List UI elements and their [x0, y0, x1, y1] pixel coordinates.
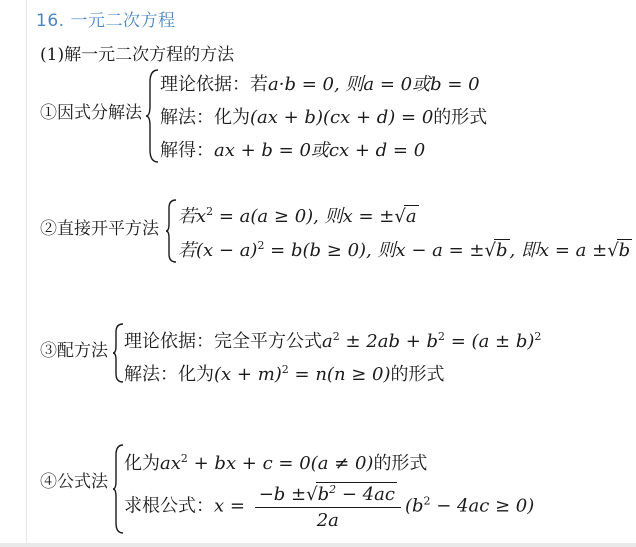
square-root-line2-c: , 即x = a ±: [509, 240, 608, 261]
completing-square-method-suffix: 的形式: [390, 364, 445, 385]
completing-square-theory-prefix: 理论依据：完全平方公式: [124, 331, 322, 352]
method-label-factoring: ①因式分解法: [40, 103, 142, 123]
factoring-method-line: [160, 103, 487, 129]
numerator-radicand-a: b: [317, 484, 330, 505]
formula-standard-form-line: 化为$ax^2$ + bx + c = 0(a ≠ 0)的形式: [124, 452, 428, 474]
factoring-theory-prefix: 理论依据：若: [160, 74, 268, 95]
brace-square-root: [166, 198, 178, 264]
method-label-square-root: ②直接开平方法: [40, 219, 159, 239]
factoring-solution-prefix: 解得：: [160, 140, 214, 161]
square-root-line1-a: 若x: [178, 206, 207, 227]
factoring-solution-line: [160, 136, 425, 162]
numerator-prefix: −b ±: [258, 484, 307, 505]
section-subtitle: (1)解一元二次方程的方法: [40, 45, 235, 65]
section-title: 16. 一元二次方程: [36, 11, 176, 31]
completing-square-method-b: = n(n ≥ 0): [288, 364, 391, 385]
completing-square-method-prefix: 解法：化为: [124, 364, 214, 385]
discriminant-condition-a: (b: [404, 495, 424, 517]
completing-square-theory-b: ± 2ab + b: [339, 331, 439, 352]
method-label-completing-square: ③配方法: [40, 341, 108, 361]
formula-standard-a: ax: [160, 453, 181, 474]
completing-square-method-line: 解法：化为$(x + m)^2 = n(n \ge 0)$的形式: [124, 363, 445, 385]
margin-line: [26, 0, 27, 547]
factoring-solution-math: ax + b = 0或cx + d = 0: [214, 140, 426, 161]
formula-standard-b: + bx + c = 0(a ≠ 0): [187, 453, 374, 474]
square-root-radicand-3: b: [618, 240, 631, 261]
bottom-strip: [0, 543, 636, 547]
quadratic-formula-denominator: 2a: [316, 510, 339, 531]
formula-root-x: x =: [214, 495, 245, 517]
completing-square-theory-c: = (a ± b): [445, 331, 535, 352]
factoring-theory-line: [160, 70, 480, 96]
square-root-line2-b: = b(b ≥ 0), 则x − a = ±: [264, 240, 485, 261]
completing-square-theory-a: a: [322, 331, 333, 352]
completing-square-theory-line: 理论依据：完全平方公式$a^2 \pm 2ab + b^2 = (a \pm b)^2$: [124, 330, 542, 352]
formula-root-prefix: 求根公式：: [124, 495, 214, 517]
quadratic-formula-fraction: [255, 482, 401, 531]
formula-standard-suffix: 的形式: [373, 453, 428, 474]
factoring-method-suffix: 的形式: [433, 107, 488, 128]
method-label-formula: ④公式法: [40, 472, 108, 492]
factoring-method-math: (ax + b)(cx + d) = 0: [250, 107, 434, 128]
completing-square-method-a: (x + m): [214, 364, 282, 385]
square-root-radicand-2: b: [496, 240, 508, 261]
square-root-line-2: 若$(x - a)^2 = b(b \ge 0)$, 则x − a = ±√b , 即x = a ±√b: [178, 239, 631, 261]
numerator-radicand-b: − 4ac: [336, 484, 395, 505]
discriminant-condition-b: − 4ac ≥ 0): [430, 495, 535, 517]
square-root-radicand-1: a: [405, 206, 417, 227]
quadratic-formula-numerator: $-b \pm√b^2 - 4ac$: [255, 482, 401, 508]
factoring-theory-math: a·b = 0, 则a = 0或b = 0: [268, 74, 480, 95]
square-root-line-1: 若$x^2 = a(a \ge 0)$, 则x = ±√a: [178, 205, 417, 227]
brace-factoring: [146, 68, 160, 164]
square-root-line1-b: = a(a ≥ 0), 则x = ±: [213, 206, 395, 227]
formula-standard-prefix: 化为: [124, 453, 160, 474]
square-root-line2-a: 若(x − a): [178, 240, 258, 261]
factoring-method-prefix: 解法：化为: [160, 107, 250, 128]
formula-root-line: 求根公式：x = $\frac{-b \pm√b^2 - 4ac}{2a}$ $(b^2 - 4ac \ge 0)$: [124, 483, 535, 531]
